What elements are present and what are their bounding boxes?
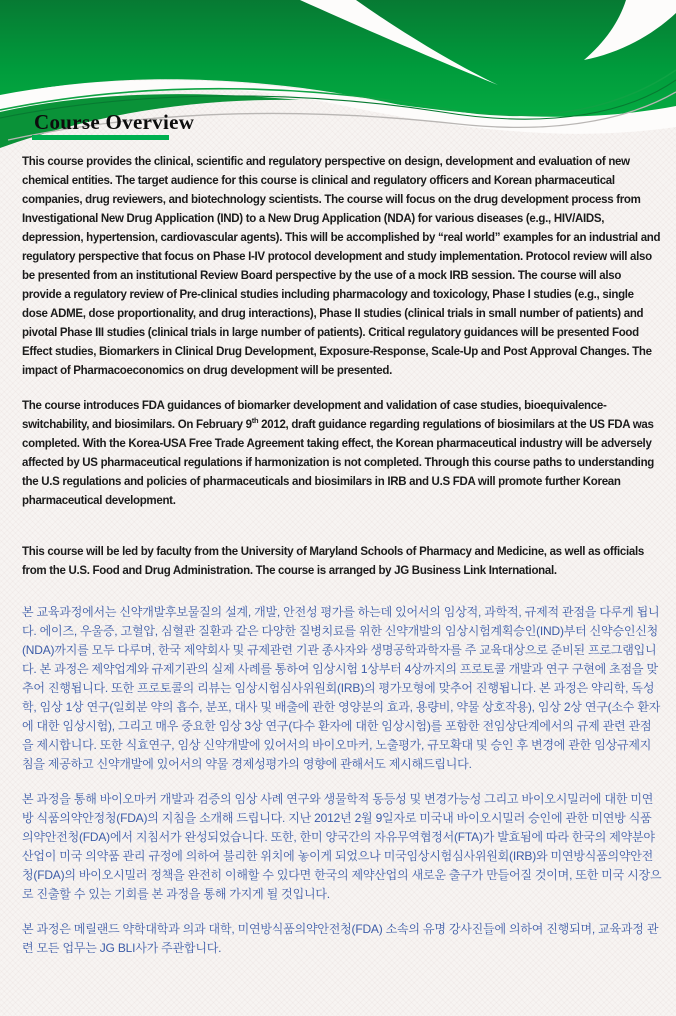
course-description-paragraph: This course provides the clinical, scientific and regulatory perspective on design, development and evaluation of new chemical entities. The target audience for this course is clinical and regulatory officers and Korean pharmaceutical companies, drug reviewers, and biotechnology scientists. The course will focus on the drug development process from Investigational New Drug Application (IND) to a New Drug Application (NDA) for various diseases (e.g., HIV/AIDS, depression, hypertension, cardiovascular agents). This will be accomplished by “real world” examples for an industrial and regulatory perspective that focus on Phase I-IV protocol development and study implementation. Protocol review will also be presented from an institutional Review Board perspective by the use of a mock IRB session. The course will also provide a regulatory review of Pre-clinical studies including pharmacology and toxicology, Phase I studies (e.g., single dose ADME, dose proportionality, and drug interactions), Phase II studies (clinical trials in small number of patients) and pivotal Phase III studies (clinical trials in large number of patients). Critical regulatory guidances will be presented Food Effect studies, Biomarkers in Clinical Drug Development, Exposure-Response, Scale-Up and Post Approval Changes. The impact of Pharmacoeconomics on drug development will be presented. xyxy=(22,156,661,377)
title-underline xyxy=(32,135,169,140)
fda-guidance-text-after: 2012, draft guidance regarding regulations of biosimilars at the US FDA was completed. With the Korea-USA Free Trade Agreement taking effect, the Korean pharmaceutical industry will be adversely affected by US pharmaceutical regulations if harmonization is not completed. Through this course paths to understanding the U.S regulations and policies of pharmaceuticals and biosimilars in IRB and U.S FDA will promote further Korean pharmaceutical development. xyxy=(22,419,655,507)
page-header xyxy=(0,0,676,150)
page-content xyxy=(0,150,676,958)
korean-fda-guidance-paragraph: 본 과정을 통해 바이오마커 개발과 검증의 임상 사례 연구와 생물학적 동등성 및 변경가능성 그리고 바이오시밀러에 대한 미연방 식품의약안정청(FDA)의 지침을 소개해 드립니다. 지난 2012년 2월 9일자로 미국내 바이오시밀러 승인에 관한 미연방 식품의약안전청(FDA)에서 지침서가 완성되었습니다. 또한, 한미 양국간의 자유무역협정서(FTA)가 발효됨에 따라 한국의 제약분야산업이 미국 의약품 관리 규정에 의하여 불리한 위치에 놓이게 되었으나 미국임상시험심사위원회(IRB)와 미연방식품의약안전청(FDA)의 바이오시밀러 정책을 완전히 이해할 수 있다면 한국의 제약산업의 새로운 출구가 만들어질 것이며, 또한 미국 시장으로 진출할 수 있는 기회를 본 과정을 통해 가지게 될 것입니다. xyxy=(22,792,662,901)
page-title: Course Overview xyxy=(34,110,195,134)
fda-guidance-text-before: The course introduces FDA guidances of biomarker development and validation of case studies, bioequivalence-switchability, and biosimilars. On February 9 xyxy=(22,400,607,431)
korean-faculty-paragraph: 본 과정은 메릴랜드 약학대학과 의과 대학, 미연방식품의약안전청(FDA) 소속의 유명 강사진들에 의하여 진행되며, 교육과정 관련 모든 업무는 JG BLI사가 주관합니다. xyxy=(22,922,659,955)
date-ordinal-superscript: th xyxy=(251,416,259,426)
korean-section xyxy=(22,603,662,958)
english-section xyxy=(22,153,662,581)
korean-course-description-paragraph: 본 교육과정에서는 신약개발후보물질의 설계, 개발, 안전성 평가를 하는데 있어서의 임상적, 과학적, 규제적 관점을 다루게 됩니다. 에이즈, 우울증, 고혈압, 심혈관 질환과 같은 다양한 질병치료를 위한 신약개발의 임상시험계획승인(IND)부터 신약승인신청(NDA)까지를 모두 다루며, 한국 제약회사 및 규제관련 기관 종사자와 생명공학과학자를 주 교육대상으로 준비된 프로그램입니다. 본 과정은 제약업계와 규제기관의 실제 사례를 통하여 임상시험 1상부터 4상까지의 프로토콜 개발과 연구 구현에 초점을 맞추어 진행됩니다. 또한 프로토콜의 리뷰는 임상시험심사위원회(IRB)의 평가모형에 맞추어 진행됩니다. 본 과정은 약리학, 독성학, 임상 1상 연구(일회분 약의 흡수, 분포, 대사 및 배출에 관한 영양분의 효과, 용량비, 약물 상호작용), 임상 2상 연구(소수 환자에 대한 임상시험), 그리고 매우 중요한 임상 3상 연구(다수 환자에 대한 임상시험)를 포함한 전임상단계에서의 규제 관련 관점을 제시합니다. 또한 식효연구, 임상 신약개발에 있어서의 바이오마커, 노출평가, 규모확대 및 승인 후 변경에 관한 임상규제지침을 제공하고 신약개발에 있어서의 약물 경제성평가의 영향에 관해서도 제시해드립니다. xyxy=(22,605,661,771)
faculty-paragraph: This course will be led by faculty from the University of Maryland Schools of Pharmacy and Medicine, as well as officials from the U.S. Food and Drug Administration. The course is arranged by JG Business Link International. xyxy=(22,546,644,577)
title-block xyxy=(34,110,194,140)
fda-guidance-paragraph xyxy=(22,397,662,511)
